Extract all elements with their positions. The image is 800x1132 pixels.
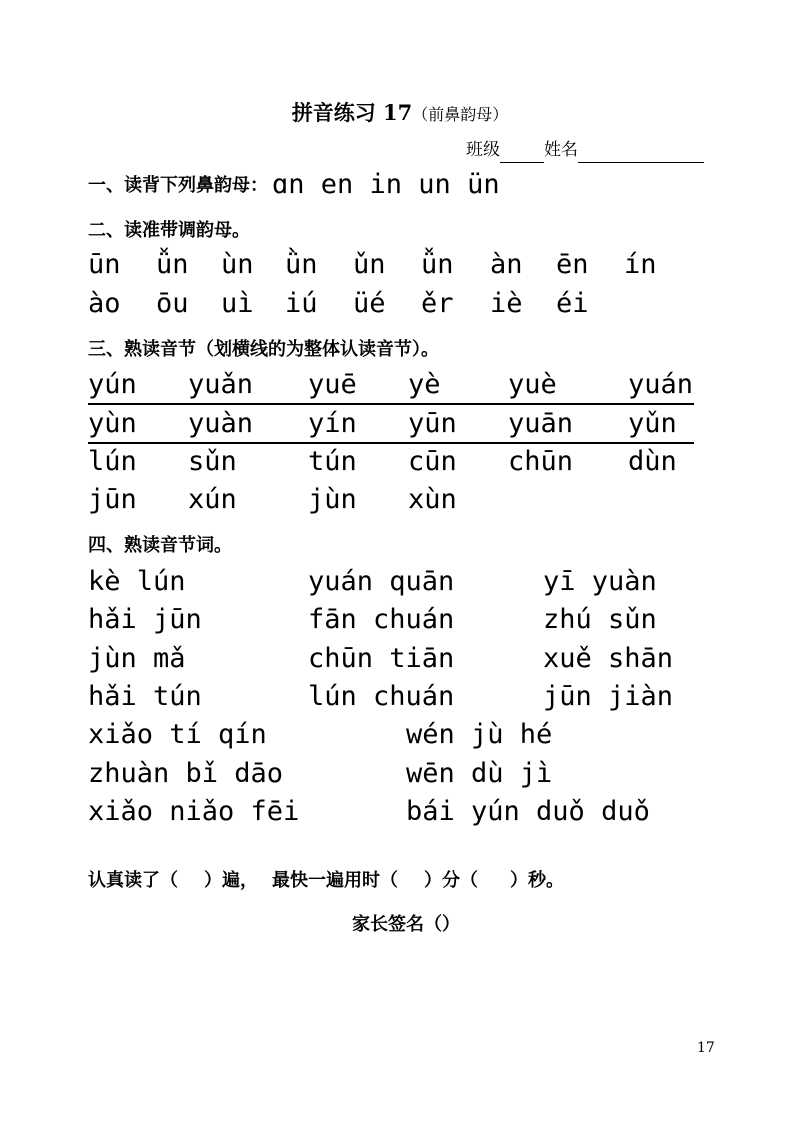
- title-subtitle: （前鼻韵母）: [412, 105, 509, 124]
- syllable-word: zhú sǔn: [543, 604, 657, 635]
- reading-record-part3: 最快一遍用时（: [272, 870, 398, 891]
- syllable-word: bái yún duǒ duǒ: [406, 796, 650, 827]
- toned-final: ěr: [421, 288, 454, 319]
- syllable: yín: [308, 408, 357, 439]
- section3-row-whole-syllables: [88, 366, 694, 405]
- page-number: 17: [697, 1040, 715, 1056]
- syllable-word: xiǎo niǎo fēi: [88, 796, 300, 827]
- syllable: lún: [88, 446, 137, 477]
- section1-heading: [88, 170, 500, 201]
- syllable: yùn: [88, 408, 137, 439]
- toned-final: ūn: [88, 249, 121, 280]
- section2-heading: 二、读准带调韵母。: [88, 220, 250, 241]
- syllable: jùn: [308, 484, 357, 515]
- toned-final: iè: [490, 288, 523, 319]
- syllable-word: zhuàn bǐ dāo: [88, 758, 284, 789]
- toned-final: ǚn: [421, 249, 454, 280]
- section1-finals: ɑn en in un ün: [272, 169, 500, 200]
- syllable: xùn: [408, 484, 457, 515]
- toned-final: iú: [285, 288, 318, 319]
- toned-final: ùn: [221, 249, 254, 280]
- reading-record-part5: ）秒。: [510, 870, 564, 891]
- syllable-word: jūn jiàn: [543, 681, 674, 712]
- syllable: cūn: [408, 446, 457, 477]
- toned-final: ōu: [156, 288, 189, 319]
- syllable: yūn: [408, 408, 457, 439]
- reading-record-part4: ）分（: [424, 870, 478, 891]
- syllable: yè: [408, 369, 441, 400]
- syllable-word: lún chuán: [308, 681, 455, 712]
- syllable: yuè: [508, 369, 557, 400]
- syllable: chūn: [508, 446, 574, 477]
- parent-signature: [352, 910, 460, 940]
- reading-record: [88, 866, 564, 896]
- class-blank[interactable]: [500, 138, 544, 163]
- syllable: jūn: [88, 484, 137, 515]
- syllable: tún: [308, 446, 357, 477]
- syllable: yǔn: [628, 408, 677, 439]
- syllable-word: wén jù hé: [406, 719, 553, 750]
- class-name-fields: [466, 138, 704, 163]
- toned-final: uì: [221, 288, 254, 319]
- section3-heading: 三、熟读音节（划横线的为整体认读音节）。: [88, 339, 439, 360]
- syllable: yuán: [628, 369, 694, 400]
- reading-record-part1: 认真读了（: [88, 870, 178, 891]
- signature-close: ）: [442, 914, 460, 935]
- section1-title: 一、读背下列鼻韵母：: [88, 175, 268, 196]
- syllable-word: jùn mǎ: [88, 643, 186, 674]
- syllable-word: xiǎo tí qín: [88, 719, 267, 750]
- toned-final: üé: [353, 288, 386, 319]
- syllable-word: hǎi tún: [88, 681, 202, 712]
- toned-final: ǚn: [156, 249, 189, 280]
- toned-final: ín: [624, 249, 657, 280]
- class-label: 班级: [466, 140, 500, 160]
- syllable: sǔn: [188, 446, 237, 477]
- title-main: 拼音练习 17: [291, 100, 413, 125]
- toned-final: ēn: [556, 249, 589, 280]
- syllable-word: fān chuán: [308, 604, 455, 635]
- reading-record-part2: ）遍，: [204, 870, 258, 891]
- toned-final: ào: [88, 288, 121, 319]
- page-title: [0, 98, 800, 130]
- syllable-word: yī yuàn: [543, 566, 657, 597]
- toned-final: éi: [556, 288, 589, 319]
- toned-final: àn: [490, 249, 523, 280]
- syllable-word: yuán quān: [308, 566, 455, 597]
- syllable-word: chūn tiān: [308, 643, 455, 674]
- signature-label: 家长签名（: [352, 914, 442, 935]
- syllable: yuē: [308, 369, 357, 400]
- toned-final: ǜn: [285, 249, 318, 280]
- syllable: yuān: [508, 408, 574, 439]
- syllable: dùn: [628, 446, 677, 477]
- section4-heading: 四、熟读音节词。: [88, 535, 232, 556]
- syllable-word: kè lún: [88, 566, 186, 597]
- syllable-word: wēn dù jì: [406, 758, 553, 789]
- section3-row-whole-syllables: [88, 405, 694, 444]
- name-blank[interactable]: [578, 138, 704, 163]
- syllable: yuàn: [188, 408, 254, 439]
- toned-final: ǔn: [353, 249, 386, 280]
- name-label: 姓名: [544, 140, 578, 160]
- syllable: xún: [188, 484, 237, 515]
- syllable: yuǎn: [188, 369, 254, 400]
- syllable: yún: [88, 369, 137, 400]
- syllable-word: xuě shān: [543, 643, 674, 674]
- syllable-word: hǎi jūn: [88, 604, 202, 635]
